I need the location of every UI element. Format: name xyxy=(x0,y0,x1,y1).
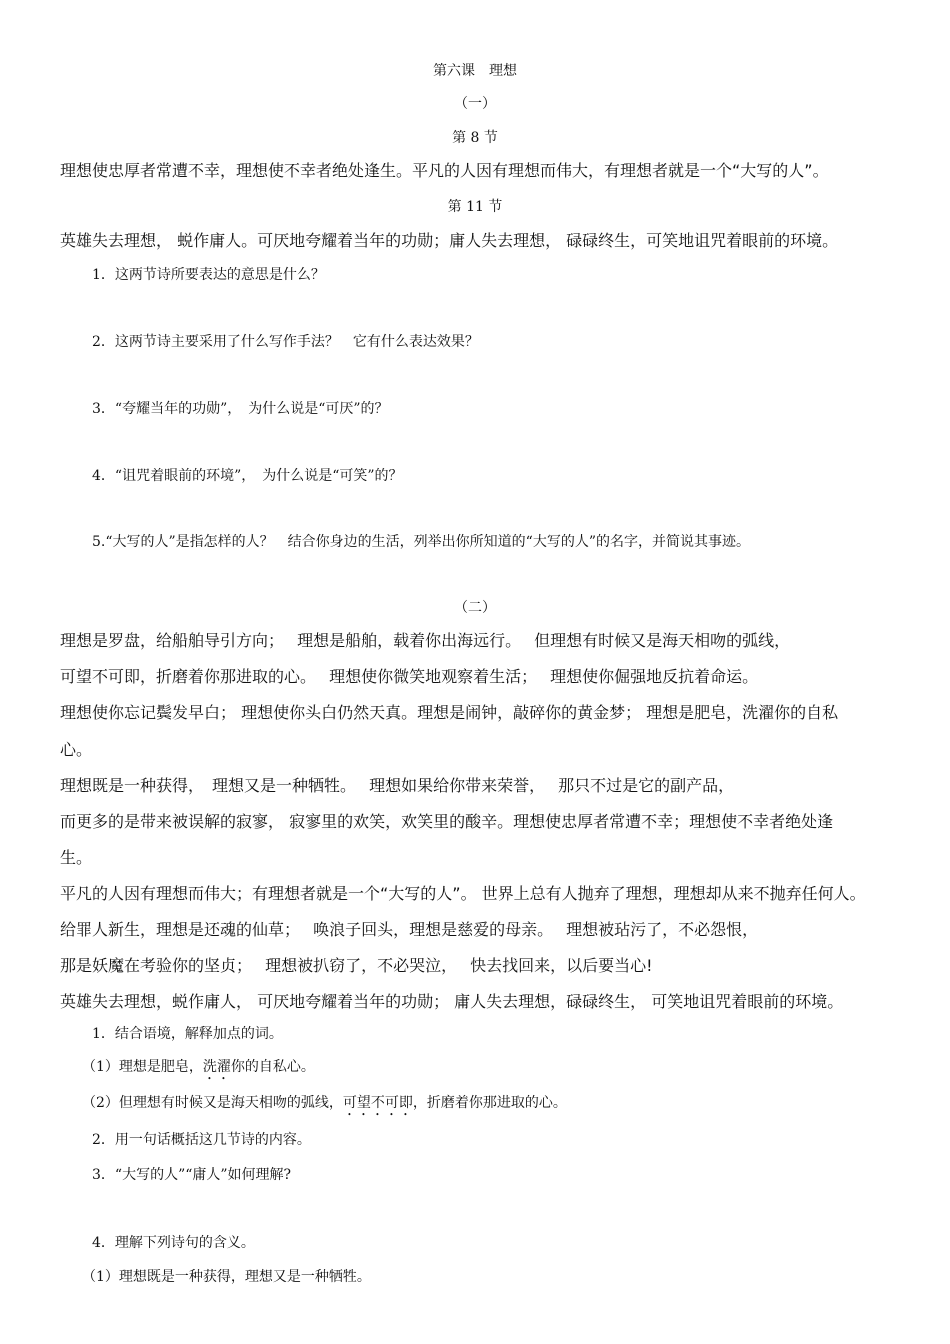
part2-question-4-sub-1: （1）理想既是一种获得，理想又是一种牺牲。 xyxy=(82,1269,371,1285)
question-3: 3．“夸耀当年的功勋”， 为什么说是“可厌”的？ xyxy=(92,401,389,417)
lesson-title: 第六课 理想 xyxy=(433,63,517,79)
section-label-2: （二） xyxy=(454,600,496,616)
sub-question-text: 你的自私心。 xyxy=(230,1059,315,1075)
poem-line: 心。 xyxy=(60,740,93,759)
dotted-word: 可望不可即 xyxy=(342,1095,413,1111)
stanza-8-text: 理想使忠厚者常遭不幸，理想使不幸者绝处逢生。平凡的人因有理想而伟大，有理想者就是一个“大写的人”。 xyxy=(60,161,829,180)
poem-line: 给罪人新生，理想是还魂的仙草； 唤浪子回头，理想是慈爱的母亲。 理想被玷污了，不必怨恨， xyxy=(60,920,759,939)
part2-question-1-sub-2 xyxy=(82,1092,567,1119)
stanza-8-label: 第 8 节 xyxy=(452,130,498,146)
part2-question-1: 1．结合语境，解释加点的词。 xyxy=(92,1026,283,1042)
section-label-1: （一） xyxy=(454,96,496,112)
poem-line: 理想既是一种获得， 理想又是一种牺牲。 理想如果给你带来荣誉， 那只不过是它的副产品， xyxy=(60,776,735,795)
stanza-11-text: 英雄失去理想， 蜕作庸人。可厌地夸耀着当年的功勋；庸人失去理想， 碌碌终生，可笑地诅咒着眼前的环境。 xyxy=(60,231,839,250)
part2-question-3: 3．“大写的人”“庸人”如何理解? xyxy=(92,1167,292,1183)
poem-line: 平凡的人因有理想而伟大；有理想者就是一个“大写的人”。 世界上总有人抛弃了理想，理想却从来不抛弃任何人。 xyxy=(60,884,866,903)
poem-line: 可望不可即，折磨着你那进取的心。 理想使你微笑地观察着生活； 理想使你倔强地反抗着命运。 xyxy=(60,667,759,686)
poem-line: 而更多的是带来被误解的寂寥， 寂寥里的欢笑，欢笑里的酸辛。理想使忠厚者常遭不幸；理想使不幸者绝处逢 xyxy=(60,812,834,831)
stanza-11-label: 第 11 节 xyxy=(447,199,503,215)
part2-question-2: 2．用一句话概括这几节诗的内容。 xyxy=(92,1132,311,1148)
poem-line: 理想使你忘记鬓发早白； 理想使你头白仍然天真。理想是闹钟，敲碎你的黄金梦； 理想是肥皂，洗濯你的自私 xyxy=(60,703,839,722)
poem-line: 英雄失去理想，蜕作庸人， 可厌地夸耀着当年的功勋； 庸人失去理想，碌碌终生， 可笑地诅咒着眼前的环境。 xyxy=(60,992,844,1011)
question-5: 5.“大写的人”是指怎样的人？ 结合你身边的生活，列举出你所知道的“大写的人”的名字，并简说其事迹。 xyxy=(92,534,750,550)
sub-question-text: （1）理想是肥皂， xyxy=(82,1059,203,1075)
poem-line: 那是妖魔在考验你的坚贞； 理想被扒窃了，不必哭泣， 快去找回来，以后要当心! xyxy=(60,956,653,975)
poem-line: 生。 xyxy=(60,848,93,867)
part2-question-4: 4．理解下列诗句的含义。 xyxy=(92,1235,255,1251)
question-1: 1．这两节诗所要表达的意思是什么？ xyxy=(92,267,325,283)
part2-question-1-sub-1 xyxy=(82,1056,315,1083)
sub-question-text: ，折磨着你那进取的心。 xyxy=(412,1095,567,1111)
question-4: 4．“诅咒着眼前的环境”， 为什么说是“可笑”的？ xyxy=(92,468,403,484)
sub-question-text: （2）但理想有时候又是海天相吻的弧线， xyxy=(82,1095,343,1111)
poem-line: 理想是罗盘，给船舶导引方向； 理想是船舶，载着你出海远行。 但理想有时候又是海天相吻的弧线， xyxy=(60,631,791,650)
question-2: 2．这两节诗主要采用了什么写作手法？ 它有什么表达效果？ xyxy=(92,334,479,350)
dotted-word: 洗濯 xyxy=(202,1059,231,1075)
